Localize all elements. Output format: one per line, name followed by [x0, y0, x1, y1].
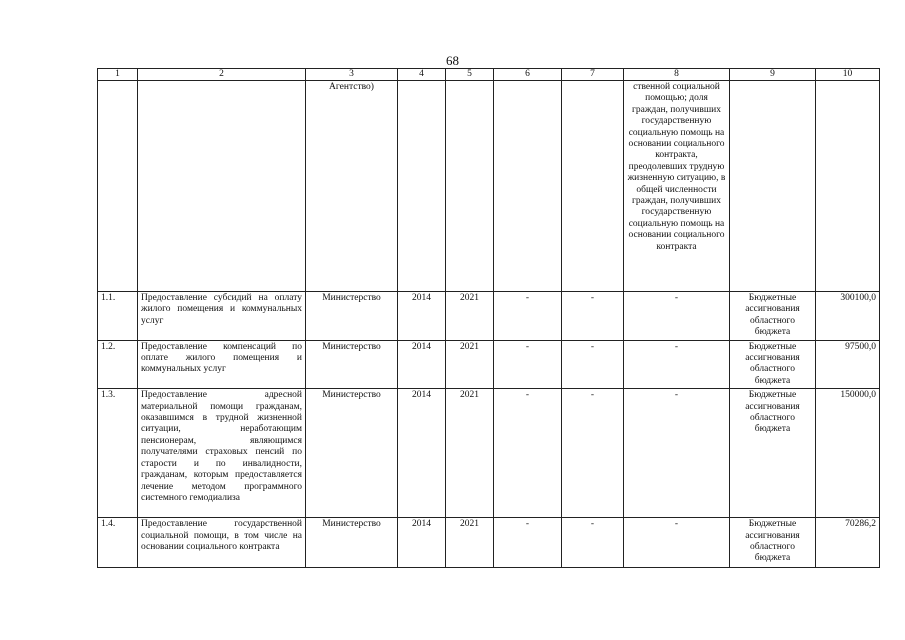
- funding-amount: 150000,0: [816, 389, 880, 518]
- activity-name: Предоставление компенсаций по оплате жилого помещения и коммунальных услуг: [138, 340, 306, 389]
- funding-amount: 70286,2: [816, 518, 880, 568]
- row-number: 1.3.: [98, 389, 138, 518]
- start-year: 2014: [398, 389, 446, 518]
- column-number: 9: [730, 69, 816, 81]
- end-year: 2021: [446, 340, 494, 389]
- col6-cell: -: [494, 292, 562, 341]
- continuation-row: [98, 81, 880, 292]
- end-year: 2021: [446, 518, 494, 568]
- column-number: 7: [562, 69, 624, 81]
- row-number: 1.4.: [98, 518, 138, 568]
- executor-cell: Агентство): [306, 81, 398, 292]
- table-row: [98, 518, 880, 568]
- executor-cell: Министерство: [306, 292, 398, 341]
- end-year: 2021: [446, 292, 494, 341]
- funding-source: Бюджетные ассигнования областного бюджета: [730, 389, 816, 518]
- funding-amount: 300100,0: [816, 292, 880, 341]
- indicator-cell: -: [624, 292, 730, 341]
- table-row: [98, 292, 880, 341]
- col7-cell: -: [562, 389, 624, 518]
- executor-cell: Министерство: [306, 340, 398, 389]
- col6-cell: -: [494, 518, 562, 568]
- activity-name: Предоставление адресной материальной помощи гражданам, оказавшимся в трудной жизненной ситуации, неработающим пенсионерам, являющимся получателями страховых пенсий по старости и по инвалидности, гражданам, которым предоставляется лечение методом программного системного гемодиализа: [138, 389, 306, 518]
- funding-amount: 97500,0: [816, 340, 880, 389]
- table-row: [98, 340, 880, 389]
- column-number: 6: [494, 69, 562, 81]
- row-number: 1.2.: [98, 340, 138, 389]
- end-year: 2021: [446, 389, 494, 518]
- indicator-cell: -: [624, 518, 730, 568]
- funding-source: Бюджетные ассигнования областного бюджета: [730, 292, 816, 341]
- activity-name: Предоставление государственной социальной помощи, в том числе на основании социального контракта: [138, 518, 306, 568]
- column-number: 2: [138, 69, 306, 81]
- start-year: 2014: [398, 518, 446, 568]
- executor-cell: Министерство: [306, 518, 398, 568]
- start-year: 2014: [398, 340, 446, 389]
- activity-name: Предоставление субсидий на оплату жилого помещения и коммунальных услуг: [138, 292, 306, 341]
- column-number: 8: [624, 69, 730, 81]
- row-number: 1.1.: [98, 292, 138, 341]
- program-activities-table: [97, 68, 880, 568]
- indicator-cell: ственной социальной помощью; доля граждан, получивших государственную социальную помощь на основании социального контракта, преодолевших трудную жизненную ситуацию, в общей численности граждан, получивших государственную социальную помощь на основании социального контракта: [624, 81, 730, 292]
- start-year: 2014: [398, 292, 446, 341]
- column-number: 4: [398, 69, 446, 81]
- column-number: 10: [816, 69, 880, 81]
- column-number: 1: [98, 69, 138, 81]
- indicator-cell: -: [624, 340, 730, 389]
- col7-cell: -: [562, 292, 624, 341]
- column-number: 3: [306, 69, 398, 81]
- col6-cell: -: [494, 389, 562, 518]
- col7-cell: -: [562, 340, 624, 389]
- column-number-row: [98, 69, 880, 81]
- col6-cell: -: [494, 340, 562, 389]
- col7-cell: -: [562, 518, 624, 568]
- page-number: 68: [446, 53, 459, 68]
- column-number: 5: [446, 69, 494, 81]
- funding-source: Бюджетные ассигнования областного бюджета: [730, 518, 816, 568]
- funding-source: Бюджетные ассигнования областного бюджета: [730, 340, 816, 389]
- table-row: [98, 389, 880, 518]
- executor-cell: Министерство: [306, 389, 398, 518]
- indicator-cell: -: [624, 389, 730, 518]
